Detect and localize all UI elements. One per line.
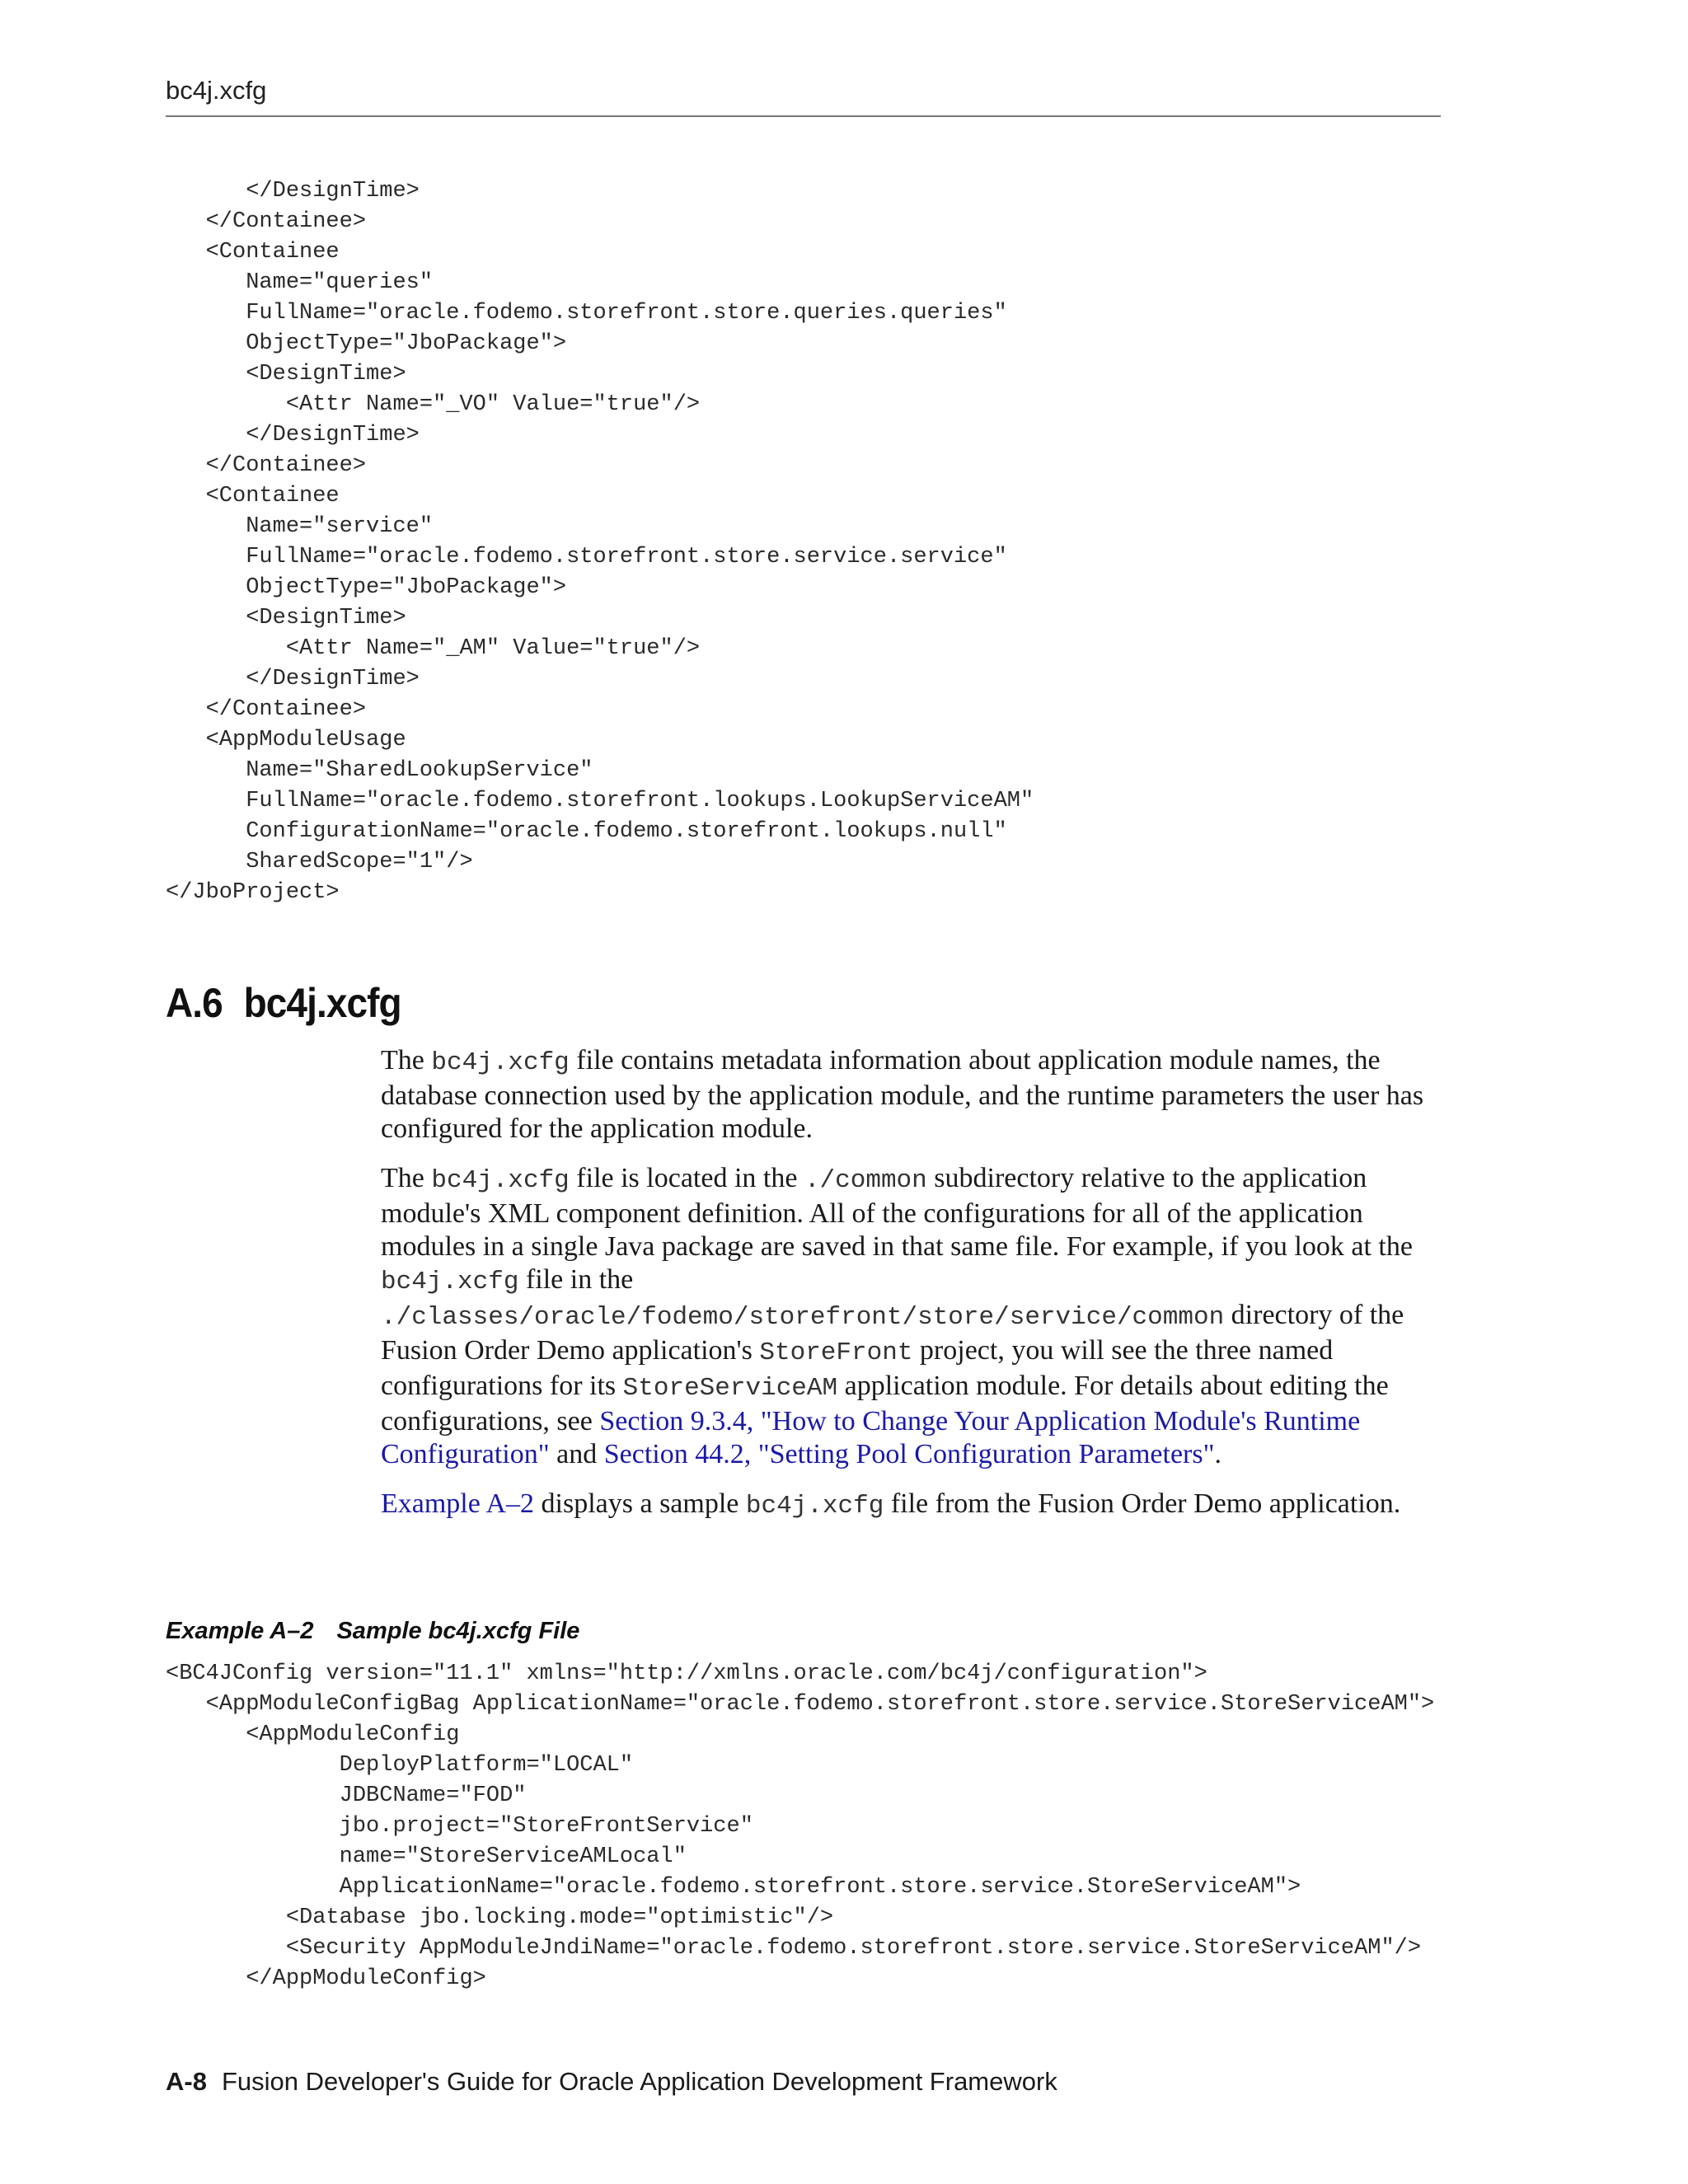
code-line: ApplicationName="oracle.fodemo.storefront.store.service.StoreServiceAM"> xyxy=(166,1875,1301,1900)
inline-code: StoreFront xyxy=(759,1338,913,1367)
code-line: </JboProject> xyxy=(166,880,340,905)
inline-code: ./classes/oracle/fodemo/storefront/store/service/common xyxy=(381,1303,1225,1332)
code-line: <AppModuleConfigBag ApplicationName="oracle.fodemo.storefront.store.service.StoreServiceAM"> xyxy=(166,1692,1435,1717)
code-line: <AppModuleConfig xyxy=(166,1722,460,1747)
inline-code: ./common xyxy=(804,1166,927,1195)
code-line: </Containee> xyxy=(166,453,367,478)
paragraph-location xyxy=(381,1162,1444,1471)
section-number: A.6 xyxy=(166,980,223,1026)
text-run: file contains metadata information about application module names, the database connection used by the application module, and the runtime parameters the user has configured for the application module. xyxy=(381,1045,1424,1144)
code-line: JDBCName="FOD" xyxy=(166,1783,527,1808)
text-run: application module. For details about editing the configurations, see xyxy=(381,1371,1389,1436)
page-number: A-8 xyxy=(166,2067,207,2096)
code-line: </DesignTime> xyxy=(166,667,420,691)
code-line: ConfigurationName="oracle.fodemo.storefront.lookups.null" xyxy=(166,819,1007,844)
inline-code: bc4j.xcfg xyxy=(431,1048,570,1077)
code-line: <DesignTime> xyxy=(166,606,406,630)
code-line: </Containee> xyxy=(166,697,367,722)
code-line: <Attr Name="_VO" Value="true"/> xyxy=(166,392,701,417)
code-line: </DesignTime> xyxy=(166,423,420,448)
code-line: Name="SharedLookupService" xyxy=(166,758,593,783)
inline-code: bc4j.xcfg xyxy=(745,1492,884,1521)
code-line: <AppModuleUsage xyxy=(166,728,406,752)
code-line: <DesignTime> xyxy=(166,362,406,387)
code-line: ObjectType="JboPackage"> xyxy=(166,331,567,356)
running-head-title: bc4j.xcfg xyxy=(166,76,267,105)
text-run: file from the Fusion Order Demo application. xyxy=(884,1488,1401,1519)
section-heading xyxy=(166,979,401,1027)
book-title: Fusion Developer's Guide for Oracle Application Development Framework xyxy=(221,2067,1057,2096)
text-run: and xyxy=(549,1439,604,1469)
code-line: SharedScope="1"/> xyxy=(166,850,473,874)
inline-code: bc4j.xcfg xyxy=(431,1166,570,1195)
code-line: </DesignTime> xyxy=(166,179,420,204)
code-line: </Containee> xyxy=(166,209,367,234)
code-line: FullName="oracle.fodemo.storefront.store.queries.queries" xyxy=(166,301,1007,326)
link-section-9-3-4[interactable]: Section 9.3.4, "How to Change Your Application Module's Runtime Configuration" xyxy=(381,1406,1361,1469)
inline-code: bc4j.xcfg xyxy=(381,1268,519,1296)
code-line: ObjectType="JboPackage"> xyxy=(166,575,567,600)
code-line: </AppModuleConfig> xyxy=(166,1966,486,1991)
example-caption xyxy=(166,1618,579,1645)
code-line: name="StoreServiceAMLocal" xyxy=(166,1844,687,1869)
section-body xyxy=(381,1044,1444,1540)
code-line: <BC4JConfig version="11.1" xmlns="http://xmlns.oracle.com/bc4j/configuration"> xyxy=(166,1661,1207,1686)
link-example-a-2[interactable]: Example A–2 xyxy=(381,1488,535,1519)
text-run: project, you will see the three named configurations for its xyxy=(381,1335,1334,1401)
inline-code: StoreServiceAM xyxy=(622,1374,838,1403)
code-line: DeployPlatform="LOCAL" xyxy=(166,1753,634,1778)
code-line: FullName="oracle.fodemo.storefront.store.service.service" xyxy=(166,545,1007,569)
code-line: jbo.project="StoreFrontService" xyxy=(166,1814,753,1839)
code-line: Name="service" xyxy=(166,514,434,539)
header-divider xyxy=(166,115,1441,117)
code-line: <Containee xyxy=(166,240,340,265)
code-line: <Security AppModuleJndiName="oracle.fodemo.storefront.store.service.StoreServiceAM"/> xyxy=(166,1936,1422,1961)
text-run: The xyxy=(381,1045,432,1076)
section-title: bc4j.xcfg xyxy=(243,980,401,1026)
example-label: Example A–2 xyxy=(166,1618,314,1644)
text-run: . xyxy=(1214,1439,1221,1469)
text-run: directory of the Fusion Order Demo application's xyxy=(381,1300,1404,1366)
paragraph-intro xyxy=(381,1044,1444,1146)
text-run: file is located in the xyxy=(569,1163,804,1193)
code-line: <Attr Name="_AM" Value="true"/> xyxy=(166,636,701,661)
text-run: file in the xyxy=(518,1264,634,1295)
example-title: Sample bc4j.xcfg File xyxy=(336,1618,580,1644)
code-listing-bottom xyxy=(166,1659,1434,1994)
code-line: FullName="oracle.fodemo.storefront.lookups.LookupServiceAM" xyxy=(166,789,1034,813)
code-line: <Containee xyxy=(166,484,340,509)
code-line: <Database jbo.locking.mode="optimistic"/> xyxy=(166,1905,834,1930)
paragraph-example-ref xyxy=(381,1488,1444,1523)
text-run: The xyxy=(381,1163,432,1193)
link-section-44-2[interactable]: Section 44.2, "Setting Pool Configuration Parameters" xyxy=(603,1439,1215,1469)
text-run: subdirectory relative to the application module's XML component definition. All of the configurations for all of the application modules in a single Java package are saved in that same file. For example, if you look at the xyxy=(381,1163,1413,1262)
code-listing-top xyxy=(166,176,1034,908)
text-run: displays a sample xyxy=(534,1488,746,1519)
page-footer xyxy=(166,2067,1057,2097)
code-line: Name="queries" xyxy=(166,270,434,295)
